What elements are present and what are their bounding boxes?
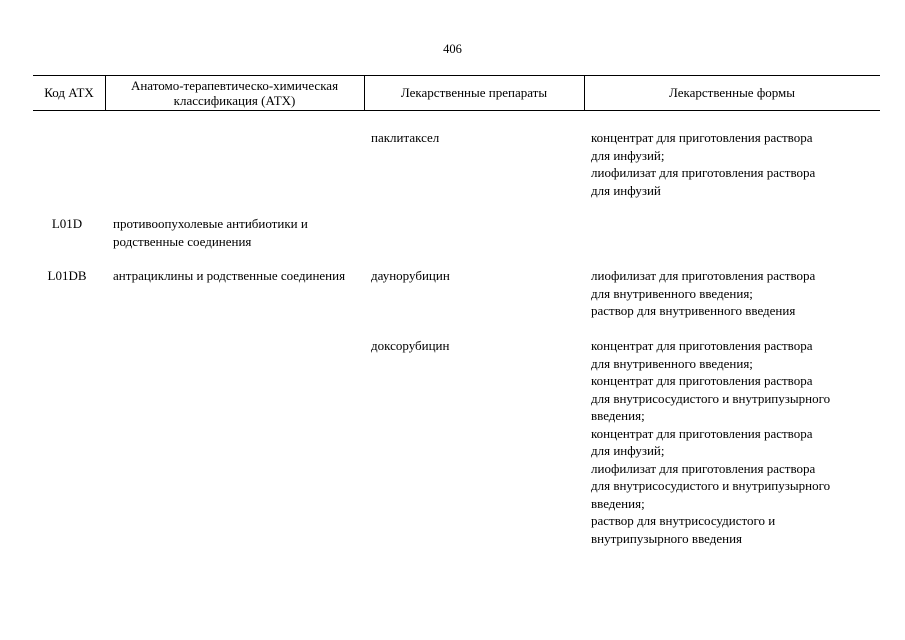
dosage-form-line: для внутрисосудистого и внутрипузырного [591, 478, 831, 493]
page-number: 406 [443, 42, 462, 56]
dosage-forms [591, 337, 880, 547]
dosage-form-line: концентрат для приготовления раствора [591, 130, 813, 145]
dosage-form-line: концентрат для приготовления раствора [591, 373, 813, 388]
drug-name: паклитаксел [371, 130, 440, 145]
header-forms: Лекарственные формы [668, 85, 796, 100]
header-code: Код АТХ [44, 85, 94, 100]
dosage-form-line: для инфузий; [591, 443, 665, 458]
atc-code: L01DB [47, 268, 87, 283]
atc-classification: антрациклины и родственные соединения [113, 268, 346, 283]
header-drugs: Лекарственные препараты [400, 85, 548, 100]
dosage-forms [591, 129, 880, 199]
dosage-form-line: концентрат для приготовления раствора [591, 425, 813, 441]
drug-name: даунорубицин [371, 268, 450, 283]
dosage-form-line: для внутрисосудистого и внутрипузырного [591, 390, 831, 406]
header-classification: Анатомо-терапевтическо-химическая классификация (АТХ) [130, 77, 339, 108]
drug-name: доксорубицин [371, 338, 450, 353]
dosage-form-line: введения; [591, 495, 645, 511]
dosage-form-line: лиофилизат для приготовления раствора [591, 460, 816, 476]
dosage-form-line: для инфузий; [591, 147, 665, 163]
atc-code: L01D [51, 216, 83, 231]
dosage-form-line: для внутривенного введения; [591, 355, 753, 371]
dosage-form-line: лиофилизат для приготовления раствора [591, 268, 816, 283]
dosage-form-line: введения; [591, 408, 645, 423]
dosage-form-line: для внутривенного введения; [591, 285, 753, 301]
dosage-form-line: для инфузий [591, 182, 661, 198]
dosage-form-line: лиофилизат для приготовления раствора [591, 165, 816, 180]
dosage-forms [591, 267, 880, 320]
dosage-form-line: раствор для внутривенного введения [591, 303, 796, 318]
dosage-form-line: концентрат для приготовления раствора [591, 338, 813, 353]
dosage-form-line: раствор для внутрисосудистого и [591, 513, 776, 528]
atc-classification: противоопухолевые антибиотики и родственные соединения [113, 216, 308, 249]
dosage-form-line: внутрипузырного введения [591, 530, 743, 546]
table-header-bottom-rule [33, 110, 880, 111]
